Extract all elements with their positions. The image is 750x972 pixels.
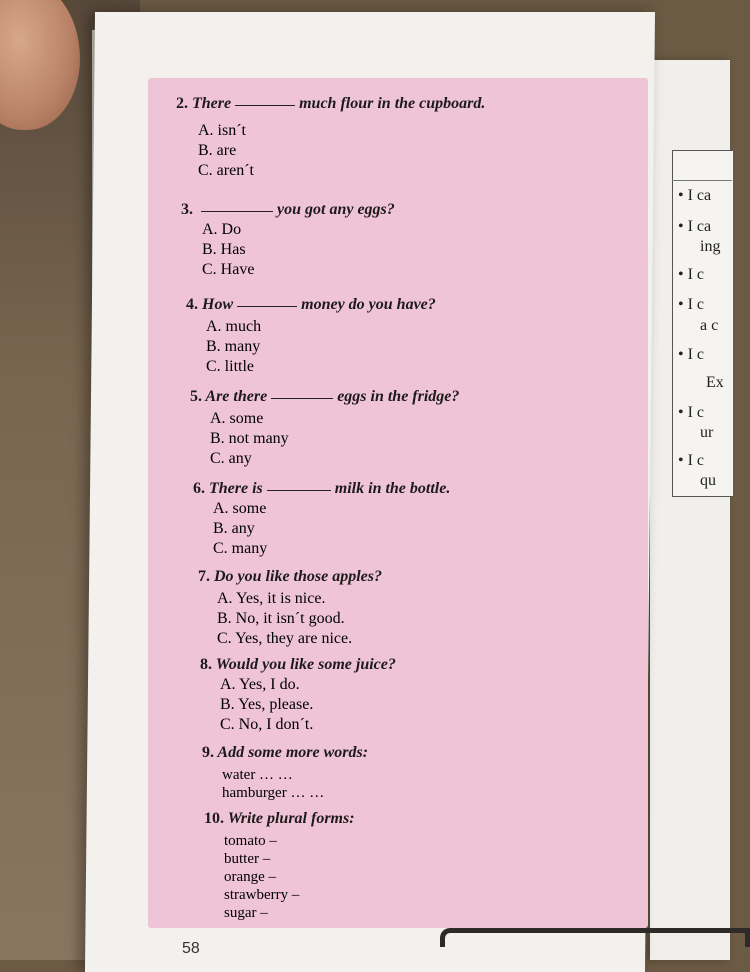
right-page-text: • I c: [678, 452, 705, 469]
word-item[interactable]: sugar –: [224, 905, 268, 921]
question-text: Add some more words:: [217, 744, 369, 761]
right-page-text: Ex: [706, 374, 724, 391]
right-page-text: ur: [700, 424, 714, 441]
option[interactable]: A. Yes, I do.: [220, 676, 300, 693]
question-9: [202, 744, 368, 762]
question-text: Do you like those apples?: [214, 568, 382, 585]
options-4: [206, 317, 261, 377]
options-8: [220, 675, 313, 735]
option[interactable]: A. much: [206, 318, 262, 335]
question-number: 2.: [176, 95, 188, 112]
option[interactable]: B. Has: [202, 241, 246, 258]
options-7: [217, 589, 352, 649]
right-page-text: • I c: [678, 266, 705, 283]
question-number: 3.: [181, 201, 193, 218]
option[interactable]: A. some: [213, 500, 267, 517]
question-number: 4.: [186, 296, 198, 313]
options-3: [202, 220, 254, 280]
option[interactable]: B. not many: [210, 430, 289, 447]
question-3: [181, 201, 395, 219]
word-item[interactable]: tomato –: [224, 833, 277, 849]
question-text: money do you have?: [301, 296, 436, 313]
option[interactable]: A. Yes, it is nice.: [217, 590, 326, 607]
word-list-9: [222, 766, 324, 802]
word-item[interactable]: orange –: [224, 869, 277, 885]
question-number: 5.: [190, 388, 202, 405]
right-page-text: • I ca: [678, 187, 712, 204]
option[interactable]: C. little: [206, 358, 254, 375]
answer-blank[interactable]: [267, 490, 331, 491]
option[interactable]: C. Have: [202, 261, 255, 278]
options-2: [198, 121, 254, 181]
question-number: 6.: [193, 480, 205, 497]
option[interactable]: C. Yes, they are nice.: [217, 630, 353, 647]
answer-blank[interactable]: [237, 306, 297, 307]
option[interactable]: A. Do: [202, 221, 242, 238]
question-7: [198, 568, 382, 586]
option[interactable]: A. isn´t: [198, 122, 246, 139]
question-4: [186, 296, 436, 314]
option[interactable]: B. are: [198, 142, 237, 159]
word-item[interactable]: butter –: [224, 851, 271, 867]
right-page-text: • I c: [678, 296, 705, 313]
question-5: [190, 388, 459, 406]
word-list-10: [224, 832, 299, 922]
question-text: milk in the bottle.: [334, 480, 451, 497]
answer-blank[interactable]: [235, 105, 295, 106]
question-text: you got any eggs?: [277, 201, 395, 218]
question-text: Would you like some juice?: [215, 656, 396, 673]
question-number: 7.: [198, 568, 210, 585]
option[interactable]: C. No, I don´t.: [220, 716, 314, 733]
word-item[interactable]: water … …: [222, 767, 293, 783]
option[interactable]: B. No, it isn´t good.: [217, 610, 345, 627]
option[interactable]: B. any: [213, 520, 255, 537]
question-number: 9.: [202, 744, 214, 761]
answer-blank[interactable]: [201, 211, 273, 212]
right-page-text: a c: [700, 317, 719, 334]
question-text: much flour in the cupboard.: [299, 95, 486, 112]
options-5: [210, 409, 289, 469]
right-page-divider: [672, 180, 732, 181]
option[interactable]: C. any: [210, 450, 252, 467]
right-page-text: • I ca: [678, 218, 712, 235]
question-text: There is: [209, 480, 263, 497]
word-item[interactable]: hamburger … …: [222, 785, 325, 801]
page-number: 58: [182, 940, 200, 957]
option[interactable]: C. many: [213, 540, 268, 557]
question-2: [176, 95, 485, 113]
question-6: [193, 480, 450, 498]
question-text: eggs in the fridge?: [337, 388, 460, 405]
question-10: [204, 810, 355, 828]
question-number: 10.: [204, 810, 224, 827]
answer-blank[interactable]: [271, 398, 333, 399]
right-page-text: • I c: [678, 346, 705, 363]
options-6: [213, 499, 267, 559]
option[interactable]: B. many: [206, 338, 261, 355]
book-stand: [440, 928, 750, 947]
right-page-text: qu: [700, 472, 716, 489]
option[interactable]: B. Yes, please.: [220, 696, 314, 713]
option[interactable]: C. aren´t: [198, 162, 254, 179]
question-text: Are there: [205, 388, 268, 405]
question-number: 8.: [200, 656, 212, 673]
question-text: Write plural forms:: [227, 810, 355, 827]
question-8: [200, 656, 396, 674]
word-item[interactable]: strawberry –: [224, 887, 300, 903]
option[interactable]: A. some: [210, 410, 264, 427]
question-text: How: [202, 296, 234, 313]
question-text: There: [192, 95, 232, 112]
right-page-text: • I c: [678, 404, 705, 421]
right-page-text: ing: [700, 238, 721, 255]
